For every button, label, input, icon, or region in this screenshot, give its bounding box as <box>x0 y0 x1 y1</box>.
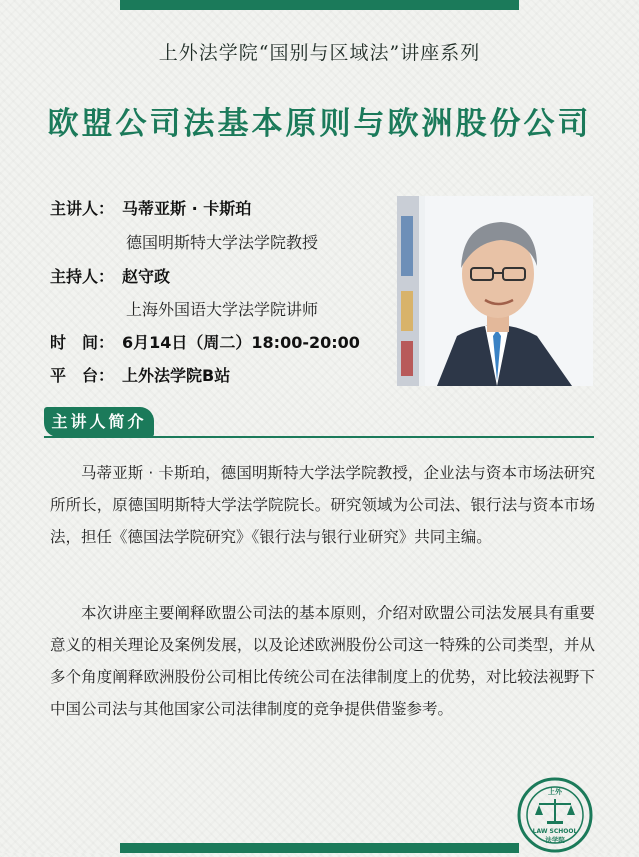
time-value: 6月14日（周二）18:00-20:00 <box>122 333 360 352</box>
series-title: 上外法学院“国别与区域法”讲座系列 <box>158 42 481 64</box>
bottom-accent-bar <box>120 843 519 853</box>
law-school-seal <box>517 777 593 853</box>
speaker-name: 马蒂亚斯 · 卡斯珀 <box>122 199 252 218</box>
platform-value: 上外法学院B站 <box>122 366 231 385</box>
speaker-bio-paragraph: 马蒂亚斯 · 卡斯珀，德国明斯特大学法学院教授，企业法与资本市场法研究所所长，原德国明斯特大学法学院院长。研究领域为公司法、银行法与资本市场法，担任《德国法学院研究》《银行法与银行业研究》共同主编。 <box>50 464 595 546</box>
time-row <box>50 330 360 353</box>
section-divider <box>44 436 594 438</box>
host-row <box>50 264 170 287</box>
host-name: 赵守政 <box>122 267 171 286</box>
platform-label: 平 台： <box>50 366 115 385</box>
speaker-label: 主讲人： <box>50 199 115 218</box>
platform-row <box>50 363 230 386</box>
lecture-description-paragraph: 本次讲座主要阐释欧盟公司法的基本原则，介绍对欧盟公司法发展具有重要意义的相关理论及案例发展，以及论述欧洲股份公司这一特殊的公司类型，并从多个角度阐释欧洲股份公司相比传统公司在法律制度上的优势，对比较法视野下中国公司法与其他国家公司法律制度的竞争提供借鉴参考。 <box>50 604 595 718</box>
speaker-photo <box>397 196 593 386</box>
top-accent-bar <box>120 0 519 10</box>
lecture-title: 欧盟公司法基本原则与欧洲股份公司 <box>47 106 592 142</box>
host-label: 主持人： <box>50 267 115 286</box>
seal-ring-text: LAW SCHOOL <box>532 828 578 835</box>
speaker-bio-badge: 主讲人简介 <box>44 407 154 437</box>
seal-bottom-text: 法学院 <box>545 836 565 844</box>
speaker-title: 德国明斯特大学法学院教授 <box>126 233 319 252</box>
host-title: 上海外国语大学法学院讲师 <box>126 300 319 319</box>
speaker-row <box>50 196 251 219</box>
time-label: 时 间： <box>50 333 115 352</box>
seal-top-text: 上外 <box>548 788 562 796</box>
